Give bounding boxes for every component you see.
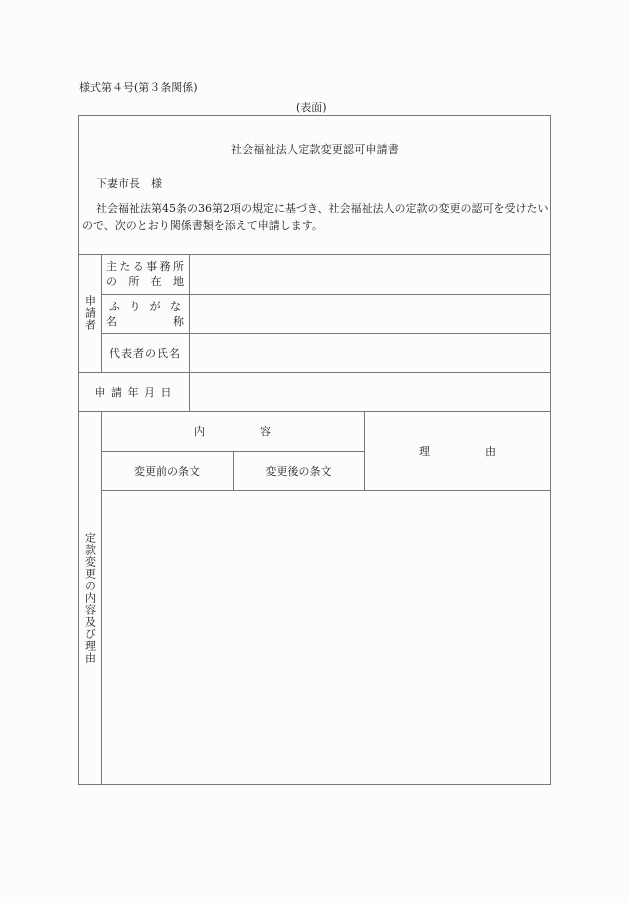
label-char: 称: [173, 314, 184, 328]
label-char: 在: [150, 275, 162, 288]
representative-name-field[interactable]: [190, 334, 550, 371]
label-char: り: [129, 299, 141, 313]
label-char: 所: [128, 275, 140, 288]
label-char: な: [169, 299, 181, 313]
label-char: が: [149, 299, 161, 313]
form-number: 様式第４号(第３条関係): [79, 81, 198, 94]
label-char: ふ: [109, 299, 120, 313]
representative-name-label: 代表者の氏名: [109, 346, 181, 360]
name-label: [101, 294, 189, 333]
document-title: 社会福祉法人定款変更認可申請書: [231, 143, 399, 156]
label-char: 名: [106, 314, 117, 328]
applicant-label-text: 申請者: [83, 295, 97, 331]
addressee: 下妻市長 様: [96, 177, 162, 190]
before-article-header: 変更前の条文: [134, 464, 200, 478]
label-char: の: [106, 275, 117, 288]
after-article-header: 変更後の条文: [265, 464, 332, 478]
label-char: 所: [172, 260, 184, 273]
content-header: 内 容: [194, 425, 271, 438]
change-group-label: [78, 411, 101, 785]
name-field[interactable]: [190, 295, 550, 332]
label-char: 務: [159, 260, 171, 273]
label-char: た: [119, 260, 131, 273]
label-char: 地: [172, 275, 184, 288]
application-date-field[interactable]: [190, 373, 550, 410]
office-address-field[interactable]: [190, 255, 550, 293]
change-label-text: 定款変更の内容及び理由: [83, 532, 97, 664]
change-content-area[interactable]: [102, 491, 550, 784]
application-statement: 社会福祉法第45条の36第2項の規定に基づき、社会福祉法人の定款の変更の認可を受けたいので、次のとおり関係書類を添えて申請します。: [82, 202, 549, 232]
office-address-label: [101, 254, 189, 294]
applicant-group-label: [78, 254, 101, 372]
side-label: (表面): [296, 101, 327, 114]
reason-header: 理 由: [419, 444, 496, 458]
label-char: る: [132, 260, 144, 273]
label-char: 事: [146, 260, 158, 273]
application-date-label: 申 請 年 月 日: [94, 385, 173, 399]
label-char: 主: [106, 260, 117, 273]
